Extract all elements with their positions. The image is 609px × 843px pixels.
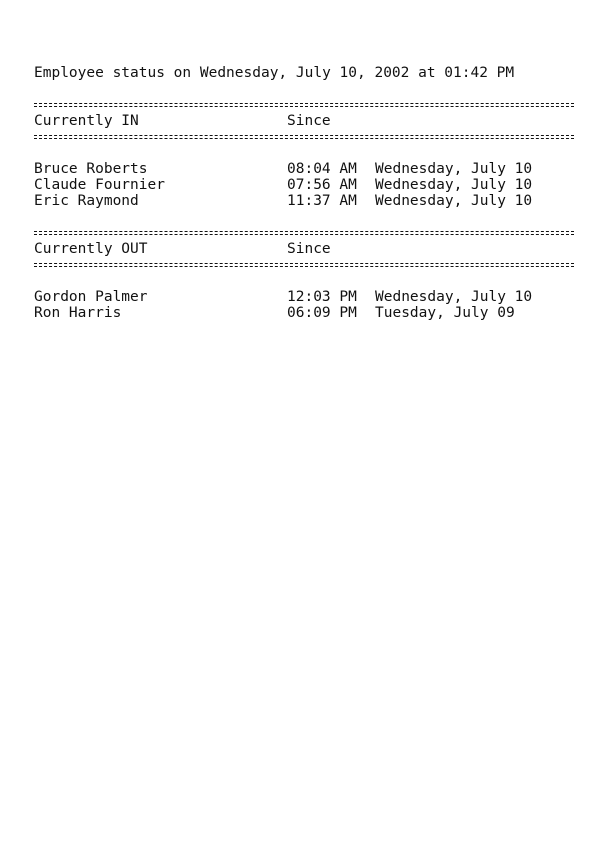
out-since-label: Since — [287, 241, 331, 257]
table-row — [34, 305, 594, 321]
since-time: 06:09 PM — [287, 305, 357, 321]
since-date: Wednesday, July 10 — [375, 289, 533, 305]
employee-name: Ron Harris — [34, 305, 122, 321]
since-time: 07:56 AM — [287, 177, 357, 193]
in-since-label: Since — [287, 113, 331, 129]
since-date: Tuesday, July 09 — [375, 305, 515, 321]
rule-out-top — [34, 225, 594, 241]
since-date: Wednesday, July 10 — [375, 193, 533, 209]
table-row — [34, 177, 594, 193]
since-date: Wednesday, July 10 — [375, 161, 533, 177]
rule-in-top — [34, 97, 594, 113]
in-header-row — [34, 113, 594, 129]
table-row — [34, 193, 594, 209]
report-title: Employee status on Wednesday, July 10, 2002 at 01:42 PM — [34, 65, 515, 81]
employee-name: Eric Raymond — [34, 193, 139, 209]
status-report — [34, 65, 594, 321]
since-time: 12:03 PM — [287, 289, 357, 305]
table-row — [34, 161, 594, 177]
table-row — [34, 289, 594, 305]
employee-name: Claude Fournier — [34, 177, 165, 193]
since-time: 08:04 AM — [287, 161, 357, 177]
since-date: Wednesday, July 10 — [375, 177, 533, 193]
in-heading: Currently IN — [34, 113, 139, 129]
employee-name: Bruce Roberts — [34, 161, 148, 177]
out-heading: Currently OUT — [34, 241, 148, 257]
rule-in-bottom — [34, 129, 594, 145]
employee-name: Gordon Palmer — [34, 289, 148, 305]
since-time: 11:37 AM — [287, 193, 357, 209]
rule-out-bottom — [34, 257, 594, 273]
out-header-row — [34, 241, 594, 257]
